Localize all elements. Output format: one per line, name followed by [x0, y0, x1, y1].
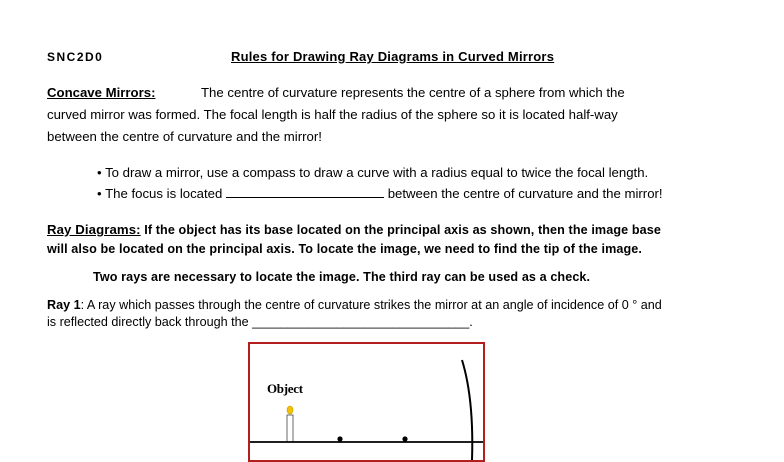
ray1-blank[interactable]: _______________________________ [252, 315, 470, 329]
object-label: Object [267, 381, 303, 396]
concave-mirror [462, 360, 472, 460]
diagram-drawing [250, 344, 483, 460]
bullet-text-1: To draw a mirror, use a compass to draw a curve with a radius equal to twice the focal length. [105, 165, 649, 180]
bullet-icon: • [97, 186, 102, 201]
ray-diagrams-line-1 [47, 222, 661, 237]
ray-diagrams-line-2: will also be located on the principal axis. To locate the image, we need to find the tip of the image. [47, 242, 642, 256]
ray1-label: Ray 1 [47, 298, 81, 312]
ray-diagrams-note: Two rays are necessary to locate the image. The third ray can be used as a check. [93, 270, 591, 284]
page-title: Rules for Drawing Ray Diagrams in Curved Mirrors [231, 49, 555, 64]
concave-line-3: between the centre of curvature and the mirror! [47, 129, 322, 144]
ray-diagrams-heading: Ray Diagrams: [47, 222, 141, 237]
bullet-text-2a: The focus is located [105, 186, 223, 201]
concave-line-1 [47, 85, 625, 100]
ray-diagrams-text-1: If the object has its base located on the principal axis as shown, then the image base [140, 223, 661, 237]
ray1-line-1 [47, 298, 662, 312]
course-code: SNC2D0 [47, 50, 104, 64]
fill-in-blank[interactable] [226, 197, 384, 198]
ray1-period: . [469, 315, 473, 329]
ray1-text-1: : A ray which passes through the centre of curvature strikes the mirror at an angle of incidence of 0 ° and [80, 298, 662, 312]
candle-object-icon [287, 406, 293, 442]
concave-heading: Concave Mirrors: [47, 85, 156, 100]
concave-line-2: curved mirror was formed. The focal length is half the radius of the sphere so it is located half-way [47, 107, 618, 122]
bullet-item-2 [97, 186, 663, 201]
ray-diagram-figure [248, 342, 485, 462]
bullet-text-2b: between the centre of curvature and the mirror! [387, 186, 663, 201]
concave-text-1: The centre of curvature represents the centre of a sphere from which the [201, 85, 625, 100]
bullet-item-1 [97, 165, 648, 180]
ray1-line-2 [47, 315, 473, 329]
bullet-icon: • [97, 165, 102, 180]
ray1-text-2: is reflected directly back through the [47, 315, 253, 329]
